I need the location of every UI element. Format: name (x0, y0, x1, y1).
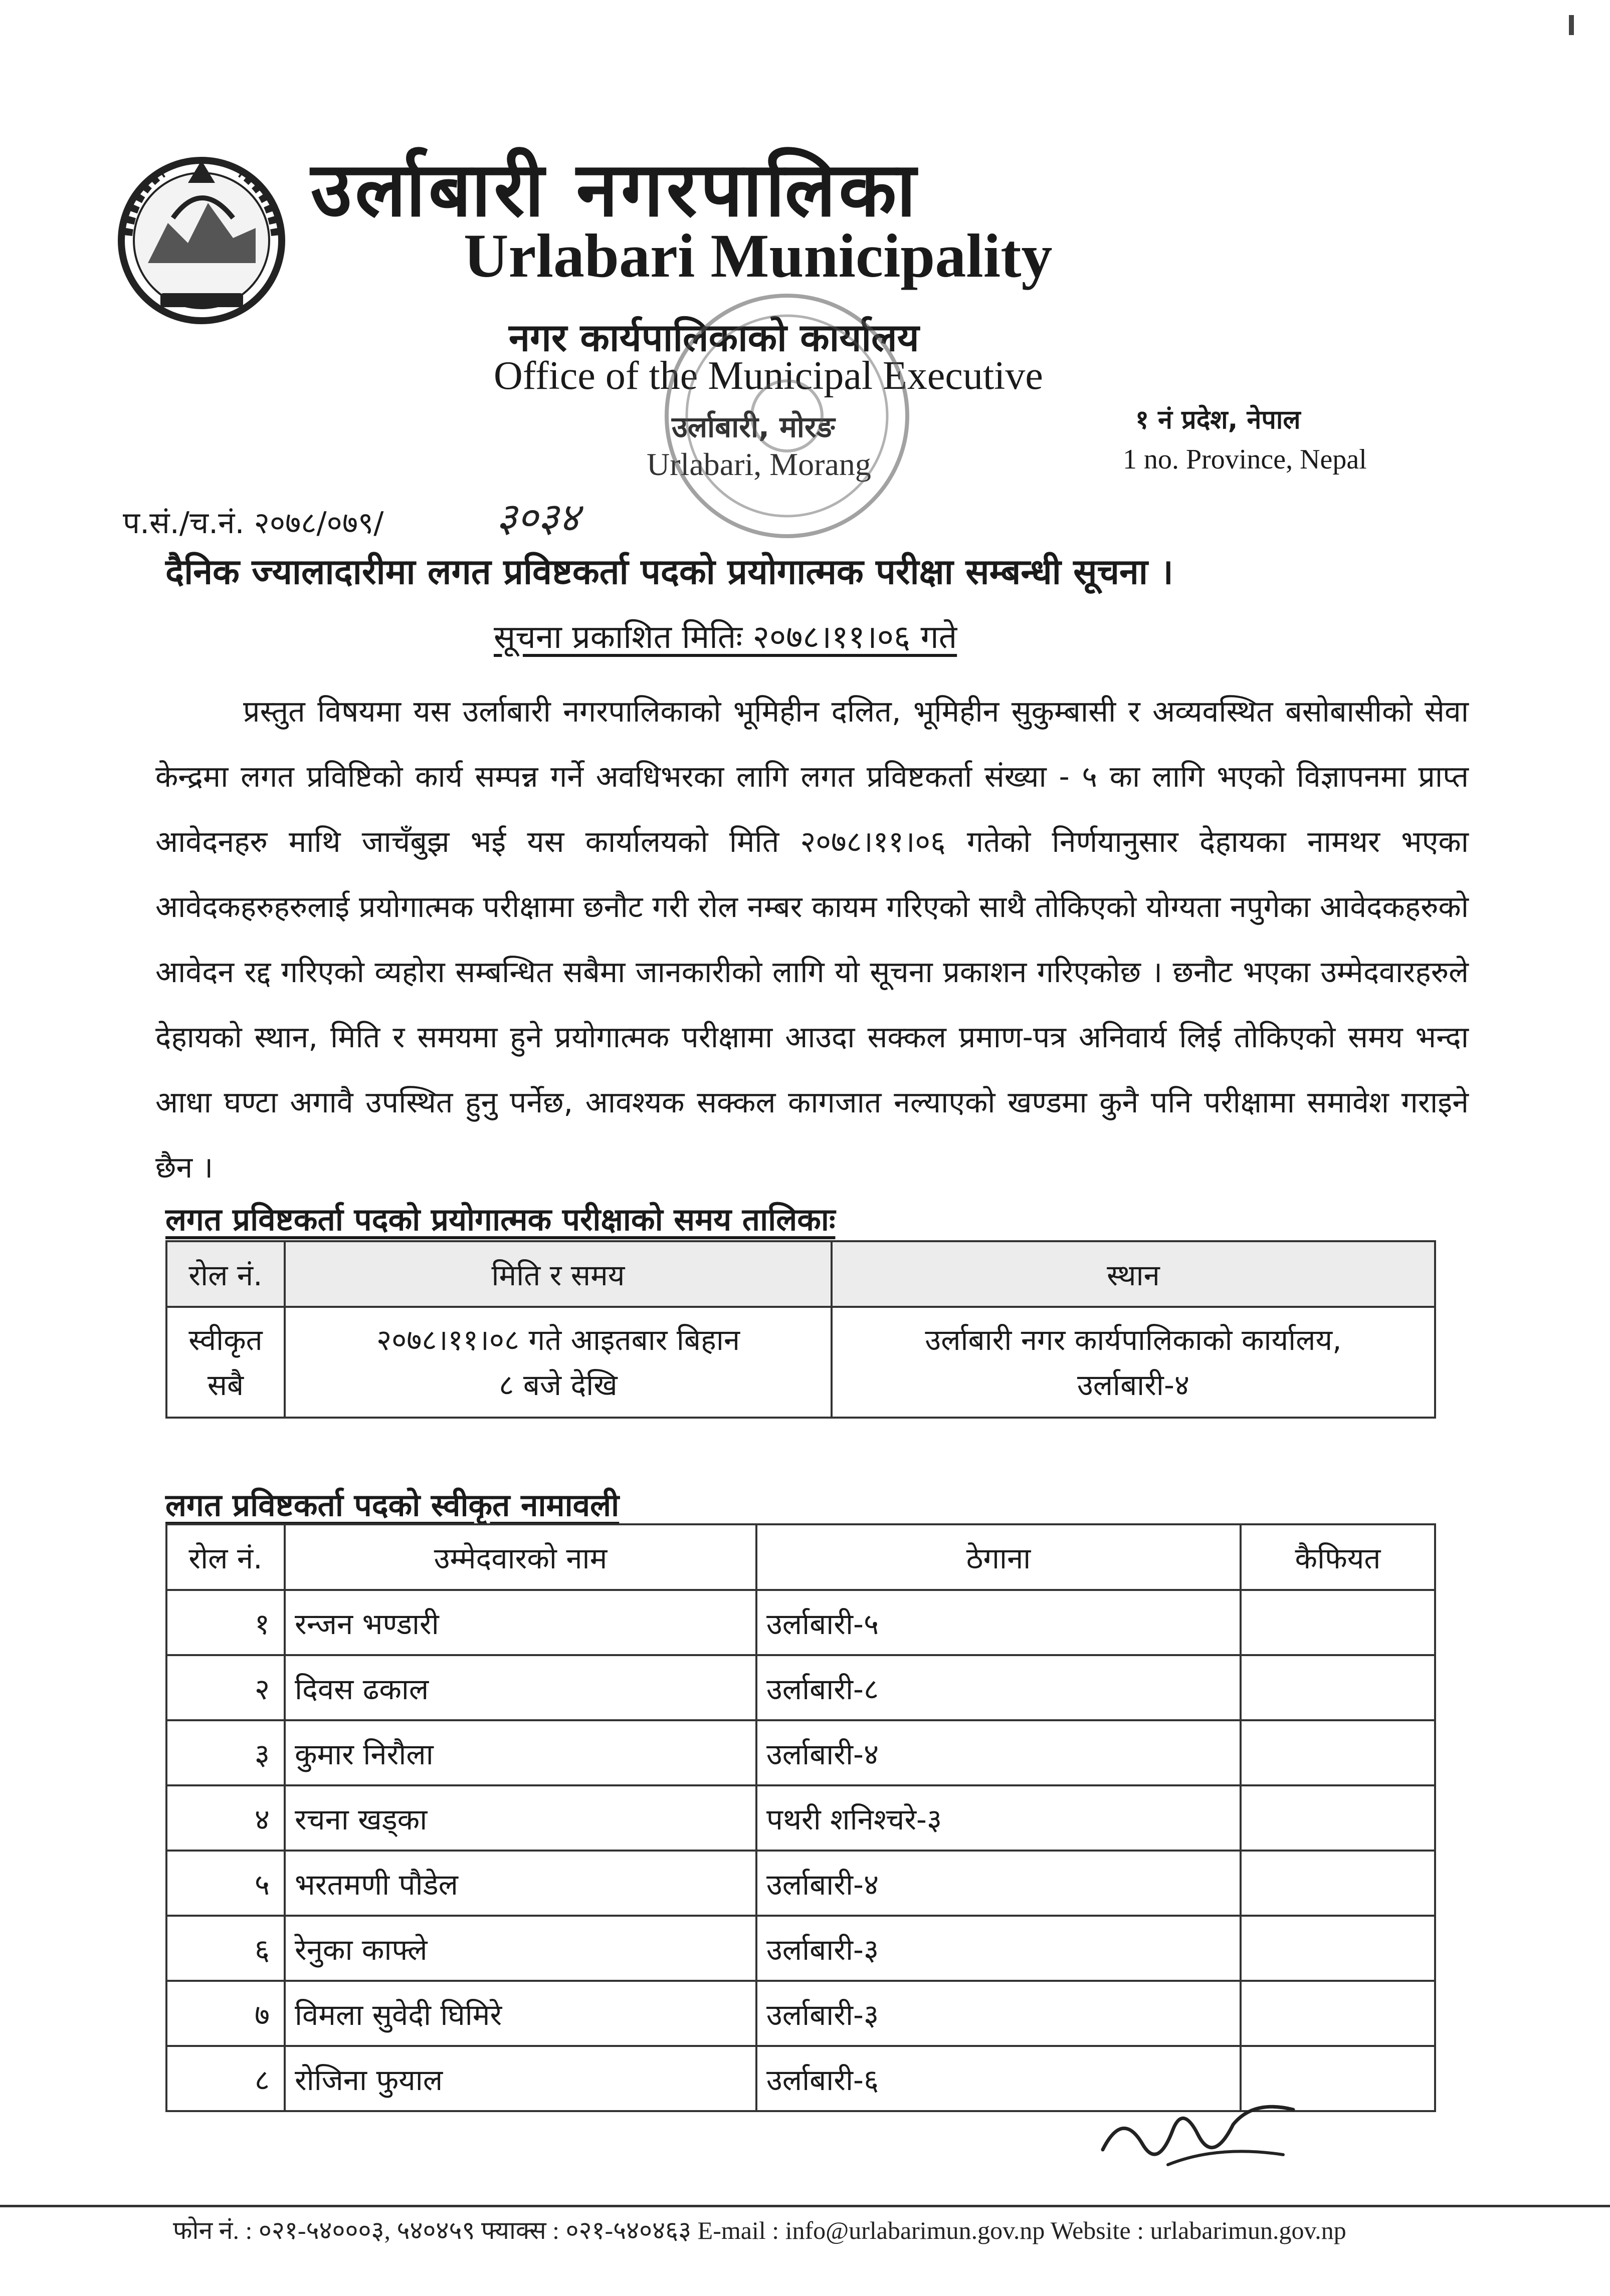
roster-header-row (166, 1524, 1435, 1590)
roster-name: रचना खड्का (285, 1785, 756, 1851)
schedule-roll-line1: स्वीकृत (188, 1322, 263, 1357)
schedule-table (165, 1240, 1436, 1419)
table-row (166, 1655, 1435, 1720)
footer-contact: फोन नं. : ०२१-५४०००३, ५४०४५९ फ्याक्स : ०२१-५४०४६३ E-mail : info@urlabarimun.gov.np Website : urlabarimun.gov.np (173, 2216, 1346, 2244)
schedule-datetime-line2: ८ बजे देखि (499, 1367, 618, 1402)
schedule-roll-cell (166, 1307, 285, 1418)
roster-name: रोजिना फुयाल (285, 2046, 756, 2111)
roster-roll: ३ (166, 1720, 285, 1785)
roster-name: भरतमणी पौडेल (285, 1851, 756, 1916)
schedule-header-datetime: मिति र समय (285, 1241, 832, 1307)
notice-body: प्रस्तुत विषयमा यस उर्लाबारी नगरपालिकाको भूमिहीन दलित, भूमिहीन सुकुम्बासी र अव्यवस्थित बसोबासीको सेवा केन्द्रमा लगत प्रविष्टिको कार्य सम्पन्न गर्ने अवधिभरका लागि लगत प्रविष्टकर्ता संख्या - ५ का लागि भएको विज्ञापनमा प्राप्त आवेदनहरु माथि जाचँबुझ भई यस कार्यालयको मिति २०७८।११।०६ गतेको निर्णयानुसार देहायका नामथर भएका आवेदकहरुहरुलाई प्रयोगात्मक परीक्षामा छनौट गरी रोल नम्बर कायम गरिएको साथै तोकिएको योग्यता नपुगेका आवेदकहरुको आवेदन रद्द गरिएको व्यहोरा सम्बन्धित सबैमा जानकारीको लागि यो सूचना प्रकाशन गरिएकोछ । छनौट भएका उम्मेदवारहरुले देहायको स्थान, मिति र समयमा हुने प्रयोगात्मक परीक्षामा आउदा सक्कल प्रमाण-पत्र अनिवार्य लिई तोकिएको समय भन्दा आधा घण्टा अगावै उपस्थित हुनु पर्नेछ, आवश्यक सक्कल कागजात नल्याएको खण्डमा कुनै पनि परीक्षामा समावेश गराइने छैन । (155, 694, 1469, 1185)
schedule-title: लगत प्रविष्टकर्ता पदको प्रयोगात्मक परीक्षाको समय तालिकाः (165, 1201, 836, 1238)
roster-table (165, 1523, 1436, 2112)
roster-roll: ७ (166, 1981, 285, 2046)
schedule-place-line2: उर्लाबारी-४ (1077, 1367, 1190, 1402)
roster-remarks (1241, 1590, 1435, 1655)
roster-header-roll: रोल नं. (166, 1524, 285, 1590)
schedule-roll-line2: सबै (207, 1367, 244, 1402)
notice-heading: दैनिक ज्यालादारीमा लगत प्रविष्टकर्ता पदको प्रयोगात्मक परीक्षा सम्बन्धी सूचना । (165, 551, 1173, 592)
roster-address: उर्लाबारी-६ (756, 2046, 1241, 2111)
address-np: उर्लाबारी, मोरङ (672, 410, 835, 444)
roster-address: उर्लाबारी-५ (756, 1590, 1241, 1655)
nepal-emblem-icon (113, 148, 291, 326)
table-row (166, 1720, 1435, 1785)
schedule-datetime-line1: २०७८।११।०८ गते आइतबार बिहान (376, 1322, 740, 1357)
roster-remarks (1241, 1851, 1435, 1916)
address-en: Urlabari, Morang (647, 446, 871, 482)
roster-name: विमला सुवेदी घिमिरे (285, 1981, 756, 2046)
reference-number (123, 501, 383, 542)
roster-remarks (1241, 1916, 1435, 1981)
schedule-header-place: स्थान (832, 1241, 1435, 1307)
reference-handwritten-number: ३०३४ (496, 494, 580, 541)
table-row (166, 1785, 1435, 1851)
roster-remarks (1241, 1655, 1435, 1720)
table-row (166, 1916, 1435, 1981)
schedule-datetime-cell (285, 1307, 832, 1418)
office-stamp-icon (652, 281, 922, 551)
roster-address: पथरी शनिश्चरे-३ (756, 1785, 1241, 1851)
office-title-np: नगर कार्यपालिकाको कार्यालय (509, 315, 919, 360)
province-en: 1 no. Province, Nepal (1123, 444, 1367, 475)
roster-address: उर्लाबारी-३ (756, 1916, 1241, 1981)
roster-remarks (1241, 1981, 1435, 2046)
table-row (166, 1590, 1435, 1655)
roster-address: उर्लाबारी-४ (756, 1851, 1241, 1916)
table-row (166, 1851, 1435, 1916)
roster-address: उर्लाबारी-३ (756, 1981, 1241, 2046)
municipality-title-en: Urlabari Municipality (464, 221, 1053, 290)
scan-mark (1569, 15, 1574, 35)
roster-remarks (1241, 1720, 1435, 1785)
roster-name: कुमार निरौला (285, 1720, 756, 1785)
roster-header-address: ठेगाना (756, 1524, 1241, 1590)
municipality-title-np: उर्लाबारी नगरपालिका (311, 146, 919, 234)
roster-remarks (1241, 1785, 1435, 1851)
roster-roll: ८ (166, 2046, 285, 2111)
roster-name: दिवस ढकाल (285, 1655, 756, 1720)
schedule-place-line1: उर्लाबारी नगर कार्यपालिकाको कार्यालय, (925, 1322, 1342, 1357)
published-date: सूचना प्रकाशित मितिः २०७८।११।०६ गते (494, 619, 957, 656)
roster-header-remarks: कैफियत (1241, 1524, 1435, 1590)
schedule-header-roll: रोल नं. (166, 1241, 285, 1307)
table-row (166, 1981, 1435, 2046)
province-np: १ नं प्रदेश, नेपाल (1135, 405, 1301, 435)
roster-address: उर्लाबारी-८ (756, 1655, 1241, 1720)
roster-address: उर्लाबारी-४ (756, 1720, 1241, 1785)
roster-header-name: उम्मेदवारको नाम (285, 1524, 756, 1590)
roster-name: रन्जन भण्डारी (285, 1590, 756, 1655)
table-row (166, 1307, 1435, 1418)
roster-roll: ५ (166, 1851, 285, 1916)
roster-roll: १ (166, 1590, 285, 1655)
roster-name: रेनुका काफ्ले (285, 1916, 756, 1981)
roster-roll: २ (166, 1655, 285, 1720)
roster-roll: ६ (166, 1916, 285, 1981)
footer-divider (0, 2205, 1610, 2207)
roster-title: लगत प्रविष्टकर्ता पदको स्वीकृत नामावली (165, 1487, 620, 1523)
schedule-header-row (166, 1241, 1435, 1307)
reference-prefix: प.सं./च.नं. २०७८/०७९/ (123, 506, 384, 541)
handwritten-signature-icon (1093, 2090, 1303, 2180)
roster-roll: ४ (166, 1785, 285, 1851)
office-title-en: Office of the Municipal Executive (494, 354, 1043, 398)
schedule-place-cell (832, 1307, 1435, 1418)
